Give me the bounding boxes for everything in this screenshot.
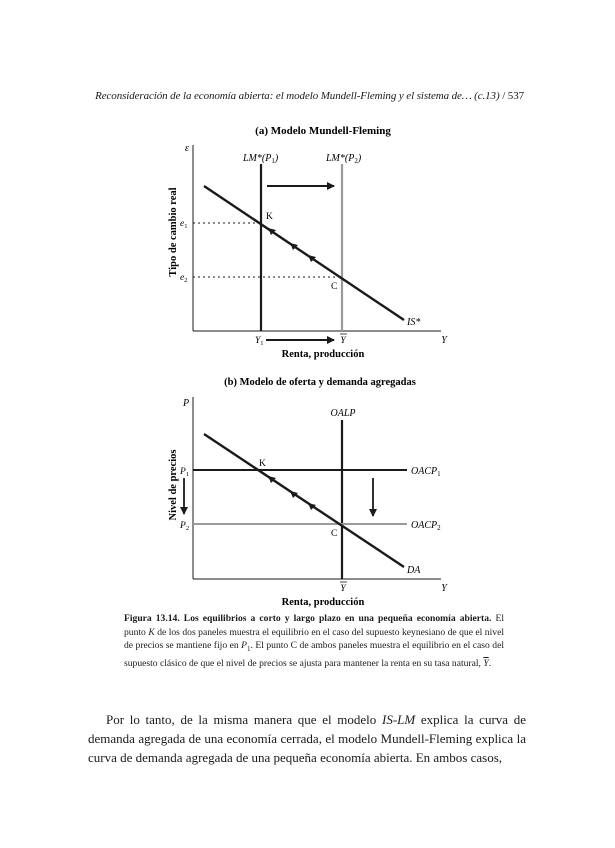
caption-p-sub: 1 bbox=[247, 645, 251, 654]
caption-p: P bbox=[241, 640, 247, 652]
panel-a-y-axis-label: Tipo de cambio real bbox=[168, 187, 179, 277]
lm2-label: $LM*(P_2)$ bbox=[326, 153, 362, 165]
panel-a-x-axis-label: Renta, producción bbox=[281, 349, 365, 360]
lm1-label: $LM*(P_1)$ bbox=[243, 153, 279, 165]
panel-a-epsilon-symbol: ε bbox=[184, 142, 190, 154]
y1-label: $Y_1$ bbox=[255, 336, 264, 347]
panel-a-ybar-label: Y bbox=[340, 336, 346, 346]
caption-ybar: $\overline{Y}$ bbox=[483, 657, 489, 669]
panel-a-point-c: C bbox=[331, 282, 338, 292]
body-islm: IS-LM bbox=[381, 712, 416, 727]
e2-label: $e_2$ bbox=[180, 273, 188, 284]
running-title: Reconsideración de la economía abierta: el modelo Mundell-Fleming y el sistema de… (c.13) bbox=[95, 90, 500, 102]
is-curve bbox=[204, 186, 404, 320]
figure-caption bbox=[124, 612, 504, 670]
oalp-label: OALP bbox=[330, 408, 356, 419]
body-text-1: Por lo tanto, de la misma manera que el modelo bbox=[106, 712, 382, 727]
caption-text-2: de los dos paneles muestra el equilibrio en el caso del supuesto keynesiano de que el nivel de precios se mantiene fijo en bbox=[124, 626, 504, 652]
body-text-2: explica la curva de demanda agregada de una economía cerrada, el modelo Mundell-Fleming explica la curva de demanda agregada de una pequeña economía abierta. En ambos casos, bbox=[88, 712, 526, 766]
panel-b-x-axis-label: Renta, producción bbox=[281, 597, 365, 608]
panel-a bbox=[168, 125, 448, 360]
caption-text-1: El punto bbox=[124, 613, 504, 638]
da-curve bbox=[204, 434, 404, 567]
oacp2-label: $OACP_2$ bbox=[411, 520, 441, 532]
page-number: / 537 bbox=[502, 90, 524, 102]
caption-k: K bbox=[148, 626, 155, 638]
caption-text-3: . El punto C de ambos paneles muestra el equilibrio en el caso del supuesto clásico de que el nivel de precios se ajusta para mantener la renta en su tasa natural, bbox=[124, 640, 504, 669]
panel-a-x-symbol: Y bbox=[441, 335, 447, 346]
is-label: IS* bbox=[407, 317, 421, 328]
panel-b bbox=[168, 377, 448, 608]
panel-a-point-k: K bbox=[266, 212, 273, 222]
p2-label: $P_2$ bbox=[180, 521, 190, 532]
panel-b-y-axis-label: Nivel de precios bbox=[168, 449, 179, 521]
oacp1-label: $OACP_1$ bbox=[411, 466, 441, 478]
panel-b-title: (b) Modelo de oferta y demanda agregadas bbox=[224, 377, 416, 388]
da-label: DA bbox=[407, 565, 421, 576]
e1-label: $e_1$ bbox=[180, 219, 188, 230]
caption-text-4: . bbox=[488, 657, 492, 669]
body-paragraph bbox=[88, 710, 526, 768]
panel-b-ybar-label: Y bbox=[340, 584, 346, 594]
p1-label: $P_1$ bbox=[180, 467, 190, 478]
caption-bold: Figura 13.14. Los equilibrios a corto y largo plazo en una pequeña economía abierta. bbox=[124, 613, 492, 624]
panel-b-x-symbol: Y bbox=[441, 583, 447, 594]
panel-b-point-k: K bbox=[259, 459, 266, 469]
panel-b-point-c: C bbox=[331, 529, 338, 539]
panel-a-title: (a) Modelo Mundell-Fleming bbox=[255, 125, 391, 137]
panel-b-p-symbol: P bbox=[182, 398, 190, 409]
